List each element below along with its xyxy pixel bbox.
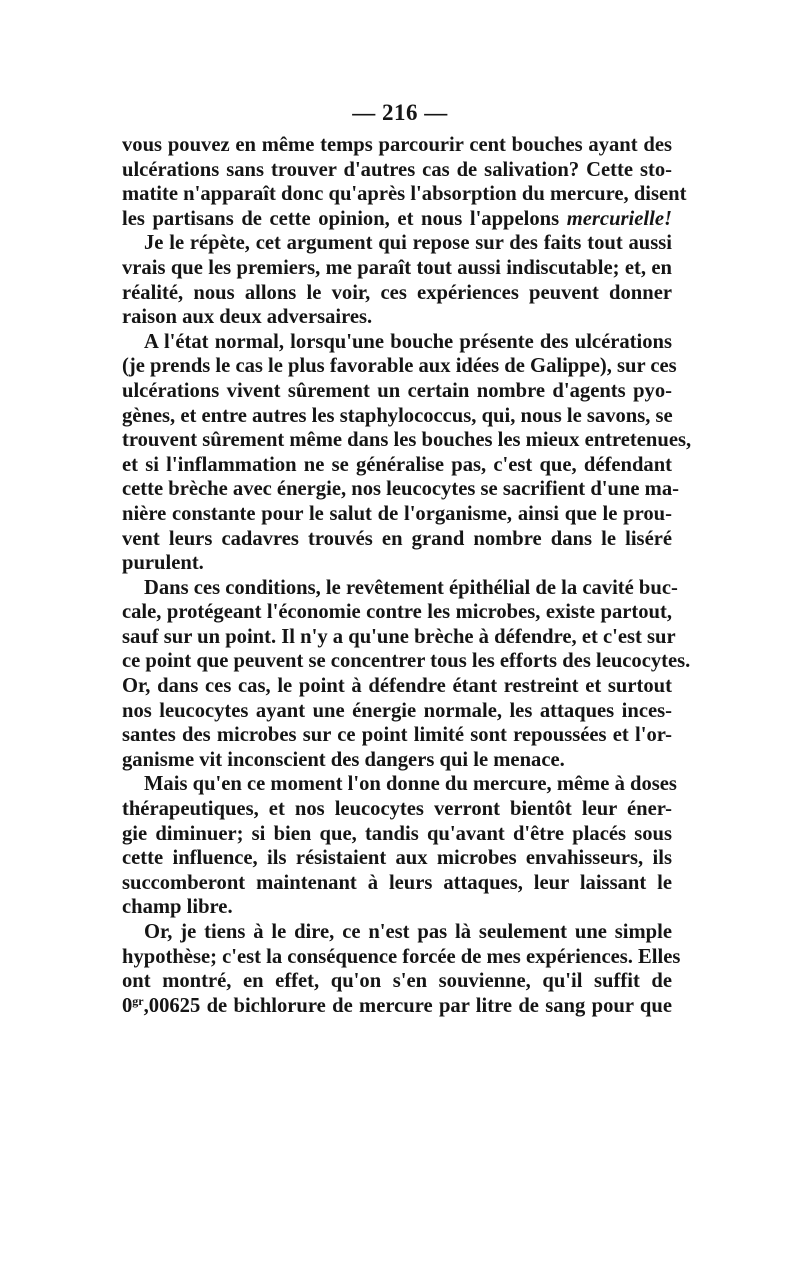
text-line: cette brèche avec énergie, nos leucocytes se sacrifient d'une ma- (122, 478, 679, 501)
text-line: ont montré, en effet, qu'on s'en souvienne, qu'il suffit de (122, 970, 672, 993)
text-line: purulent. (122, 552, 204, 575)
text-line: gènes, et entre autres les staphylococcus, qui, nous le savons, se (122, 404, 673, 427)
text-line: ganisme vit inconscient des dangers qui le menace. (122, 748, 565, 771)
text-line: ulcérations vivent sûrement un certain nombre d'agents pyo- (122, 379, 672, 402)
text-line: A l'état normal, lorsqu'une bouche présente des ulcérations (144, 330, 672, 353)
text-line: champ libre. (122, 896, 233, 919)
text-line: nière constante pour le salut de l'organisme, ainsi que le prou- (122, 502, 672, 525)
text-line: vrais que les premiers, me paraît tout aussi indiscutable; et, en (122, 256, 672, 279)
text-line: trouvent sûrement même dans les bouches les mieux entretenues, (122, 429, 692, 452)
text-line: thérapeutiques, et nos leucocytes verront bientôt leur éner- (122, 798, 672, 821)
text-line (122, 994, 672, 1019)
text-line: Or, je tiens à le dire, ce n'est pas là seulement une simple (144, 921, 672, 943)
text-line: Mais qu'en ce moment l'on donne du mercure, même à doses (144, 773, 677, 796)
text-line: matite n'apparaît donc qu'après l'absorption du mercure, disent (122, 183, 687, 206)
text-fragment: les partisans de cette opinion, et nous l'appelons (122, 207, 560, 230)
text-line: Dans ces conditions, le revêtement épithélial de la cavité buc- (144, 576, 678, 599)
unit-superscript: gr (132, 993, 144, 1008)
text-line: santes des microbes sur ce point limité sont repoussées et l'or- (122, 724, 672, 747)
text-line: gie diminuer; si bien que, tandis qu'avant d'être placés sous (122, 822, 672, 845)
text-line: Or, dans ces cas, le point à défendre étant restreint et surtout (122, 675, 672, 698)
text-line: (je prends le cas le plus favorable aux idées de Galippe), sur ces (122, 355, 677, 378)
text-line: ulcérations sans trouver d'autres cas de salivation? Cette sto- (122, 158, 672, 181)
text-line: et si l'inflammation ne se généralise pas, c'est que, défendant (122, 453, 672, 476)
text-line: vous pouvez en même temps parcourir cent bouches ayant des (122, 134, 672, 156)
text-line: cette influence, ils résistaient aux microbes envahisseurs, ils (122, 847, 672, 870)
text-fragment: 0 (122, 994, 133, 1017)
page-number: — 216 — (352, 100, 448, 125)
text-line: sauf sur un point. Il n'y a qu'une brèche à défendre, et c'est sur (122, 625, 676, 648)
text-line: nos leucocytes ayant une énergie normale, les attaques inces- (122, 699, 672, 722)
text-line: raison aux deux adversaires. (122, 306, 373, 329)
text-line: vent leurs cadavres trouvés en grand nombre dans le liséré (122, 527, 672, 550)
text-line: ce point que peuvent se concentrer tous les efforts des leucocytes. (122, 650, 691, 673)
italic-term: mercurielle! (566, 207, 672, 230)
text-line: cale, protégeant l'économie contre les microbes, existe partout, (122, 601, 672, 624)
text-line: Je le répète, cet argument qui repose sur des faits tout aussi (144, 232, 672, 255)
text-line (122, 207, 672, 232)
body-text (122, 133, 692, 1018)
text-fragment: ,00625 de bichlorure de mercure par litre de sang pour que (143, 994, 672, 1017)
text-line: réalité, nous allons le voir, ces expériences peuvent donner (122, 281, 672, 304)
text-line: succomberont maintenant à leurs attaques, leur laissant le (122, 871, 672, 894)
text-line: hypothèse; c'est la conséquence forcée de mes expériences. Elles (122, 945, 681, 968)
